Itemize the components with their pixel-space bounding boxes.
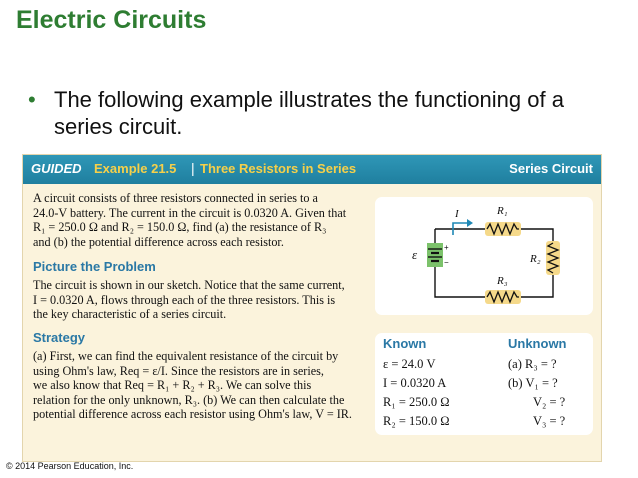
known-unknown-table <box>375 333 593 435</box>
circuit-sketch <box>375 197 593 315</box>
picture-line: The circuit is shown in our sketch. Notice that the same current, <box>33 278 345 292</box>
bullet-dot: • <box>28 87 36 112</box>
example-name: Three Resistors in Series <box>200 161 357 176</box>
known-value: ε = 24.0 V <box>383 357 436 371</box>
strategy-line: potential difference across each resistor using Ohm's law, V = IR. <box>33 407 352 421</box>
problem-line: A circuit consists of three resistors connected in series to a <box>33 191 318 205</box>
slide-title: Electric Circuits <box>16 6 207 34</box>
known-value: R₁ = 250.0 Ω <box>383 395 450 409</box>
current-arrowhead <box>467 219 473 227</box>
header-separator: | <box>191 160 195 176</box>
emf-label: ε <box>412 247 418 262</box>
picture-line: I = 0.0320 A, flows through each of the three resistors. This is <box>33 292 336 307</box>
unknown-value: (a) R₃ = ? <box>508 357 557 371</box>
copyright-notice: © 2014 Pearson Education, Inc. <box>6 461 134 471</box>
unknown-value: V₃ = ? <box>533 414 566 428</box>
bullet-text: The following example illustrates the functioning of a series circuit. <box>54 87 564 139</box>
battery-highlight <box>427 243 443 267</box>
strategy-text <box>33 349 373 422</box>
picture-problem-text <box>33 278 373 322</box>
strategy-line: we also know that Req = R₁ + R₂ + R₃. We can solve this <box>33 378 312 392</box>
circuit-diagram <box>375 197 593 315</box>
picture-problem-heading: Picture the Problem <box>33 259 156 274</box>
strategy-line: using Ohm's law, Req = ε/I. Since the resistors are in series, <box>33 363 324 378</box>
r1-label: R₁ <box>497 205 508 217</box>
example-header-bar <box>23 155 601 184</box>
strategy-line: (a) First, we can find the equivalent resistance of the circuit by <box>33 349 339 363</box>
problem-line: and (b) the potential difference across each resistor. <box>33 234 284 249</box>
battery-minus-sign: − <box>444 258 449 267</box>
unknown-value: V₂ = ? <box>533 395 566 409</box>
known-value: I = 0.0320 A <box>383 376 447 390</box>
r3-label: R₃ <box>497 275 508 287</box>
unknown-heading: Unknown <box>508 336 567 351</box>
picture-line: the key characteristic of a series circuit. <box>33 307 227 321</box>
strategy-heading: Strategy <box>33 330 86 345</box>
problem-line: R₁ = 250.0 Ω and R₂ = 150.0 Ω, find (a) the resistance of R₃ <box>33 220 327 234</box>
r2-label: R₂ <box>530 253 541 265</box>
example-category: Series Circuit <box>509 161 593 176</box>
battery-plus-sign: + <box>444 243 449 252</box>
guided-example-panel <box>22 154 602 462</box>
guided-label: GUIDED <box>31 161 82 176</box>
problem-statement <box>33 191 373 249</box>
strategy-line: relation for the only unknown, R₃. (b) We can then calculate the <box>33 392 345 407</box>
known-value: R₂ = 150.0 Ω <box>383 414 450 428</box>
current-label: I <box>455 208 459 220</box>
problem-line: 24.0-V battery. The current in the circuit is 0.0320 A. Given that <box>33 205 347 220</box>
example-number: Example 21.5 <box>94 161 177 176</box>
unknown-value: (b) V₁ = ? <box>508 376 558 390</box>
known-heading: Known <box>383 336 427 351</box>
